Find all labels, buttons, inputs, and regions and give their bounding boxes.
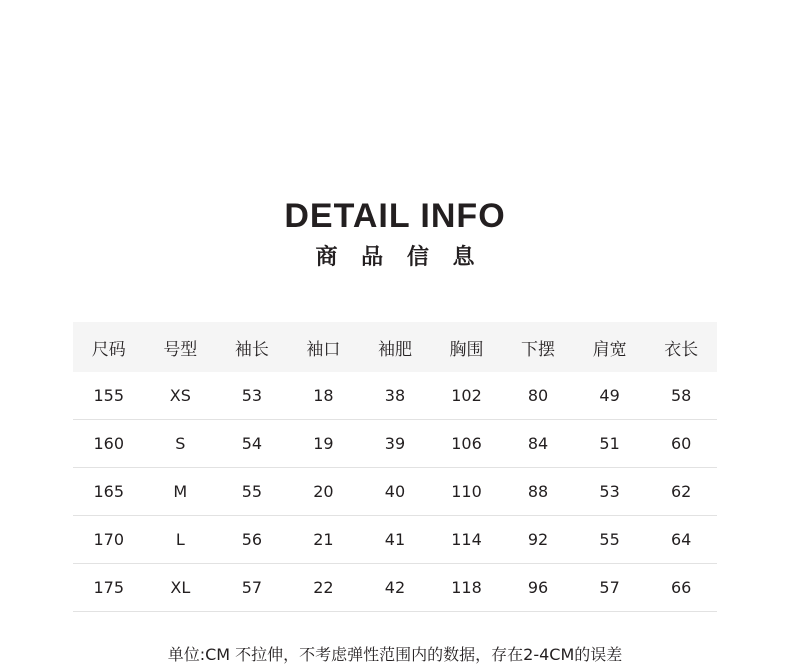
- cell-size: 160: [73, 420, 145, 468]
- cell-sleeve-length: 55: [216, 468, 288, 516]
- cell-length: 64: [645, 516, 717, 564]
- column-header-bust: 胸围: [431, 322, 503, 372]
- cell-hem: 92: [502, 516, 574, 564]
- cell-hem: 84: [502, 420, 574, 468]
- column-header-sleeve-length: 袖长: [216, 322, 288, 372]
- cell-size: 175: [73, 564, 145, 612]
- cell-sleeve-width: 40: [359, 468, 431, 516]
- page-title-english: DETAIL INFO: [284, 197, 506, 235]
- cell-sleeve-width: 42: [359, 564, 431, 612]
- column-header-size: 尺码: [73, 322, 145, 372]
- table-row: [73, 516, 717, 564]
- size-table-head: [73, 322, 717, 372]
- cell-sleeve-width: 38: [359, 372, 431, 420]
- cell-bust: 110: [431, 468, 503, 516]
- column-header-length: 衣长: [645, 322, 717, 372]
- cell-model: XS: [145, 372, 217, 420]
- heading-block: [0, 196, 790, 272]
- cell-sleeve-width: 39: [359, 420, 431, 468]
- cell-bust: 118: [431, 564, 503, 612]
- cell-cuff: 21: [288, 516, 360, 564]
- table-row: [73, 372, 717, 420]
- column-header-model: 号型: [145, 322, 217, 372]
- cell-cuff: 22: [288, 564, 360, 612]
- cell-size: 170: [73, 516, 145, 564]
- table-header-row: [73, 322, 717, 372]
- cell-shoulder: 55: [574, 516, 646, 564]
- cell-size: 165: [73, 468, 145, 516]
- column-header-hem: 下摆: [502, 322, 574, 372]
- cell-length: 58: [645, 372, 717, 420]
- cell-cuff: 19: [288, 420, 360, 468]
- cell-sleeve-length: 54: [216, 420, 288, 468]
- cell-hem: 80: [502, 372, 574, 420]
- column-header-shoulder: 肩宽: [574, 322, 646, 372]
- cell-length: 66: [645, 564, 717, 612]
- size-table: [73, 322, 717, 612]
- cell-length: 62: [645, 468, 717, 516]
- size-table-body: [73, 372, 717, 612]
- measurement-note: 单位:CM 不拉伸，不考虑弹性范围内的数据，存在2-4CM的误差: [167, 645, 623, 664]
- cell-sleeve-length: 56: [216, 516, 288, 564]
- column-header-sleeve-width: 袖肥: [359, 322, 431, 372]
- cell-model: M: [145, 468, 217, 516]
- table-row: [73, 420, 717, 468]
- page-title-chinese: 商 品 信 息: [315, 245, 483, 270]
- cell-shoulder: 49: [574, 372, 646, 420]
- table-row: [73, 564, 717, 612]
- cell-hem: 96: [502, 564, 574, 612]
- cell-shoulder: 51: [574, 420, 646, 468]
- cell-sleeve-width: 41: [359, 516, 431, 564]
- cell-model: L: [145, 516, 217, 564]
- cell-model: S: [145, 420, 217, 468]
- cell-cuff: 18: [288, 372, 360, 420]
- size-table-container: [73, 322, 717, 612]
- cell-bust: 114: [431, 516, 503, 564]
- table-row: [73, 468, 717, 516]
- cell-shoulder: 57: [574, 564, 646, 612]
- cell-bust: 106: [431, 420, 503, 468]
- cell-hem: 88: [502, 468, 574, 516]
- cell-size: 155: [73, 372, 145, 420]
- column-header-cuff: 袖口: [288, 322, 360, 372]
- cell-length: 60: [645, 420, 717, 468]
- cell-sleeve-length: 57: [216, 564, 288, 612]
- cell-model: XL: [145, 564, 217, 612]
- cell-bust: 102: [431, 372, 503, 420]
- cell-shoulder: 53: [574, 468, 646, 516]
- cell-cuff: 20: [288, 468, 360, 516]
- cell-sleeve-length: 53: [216, 372, 288, 420]
